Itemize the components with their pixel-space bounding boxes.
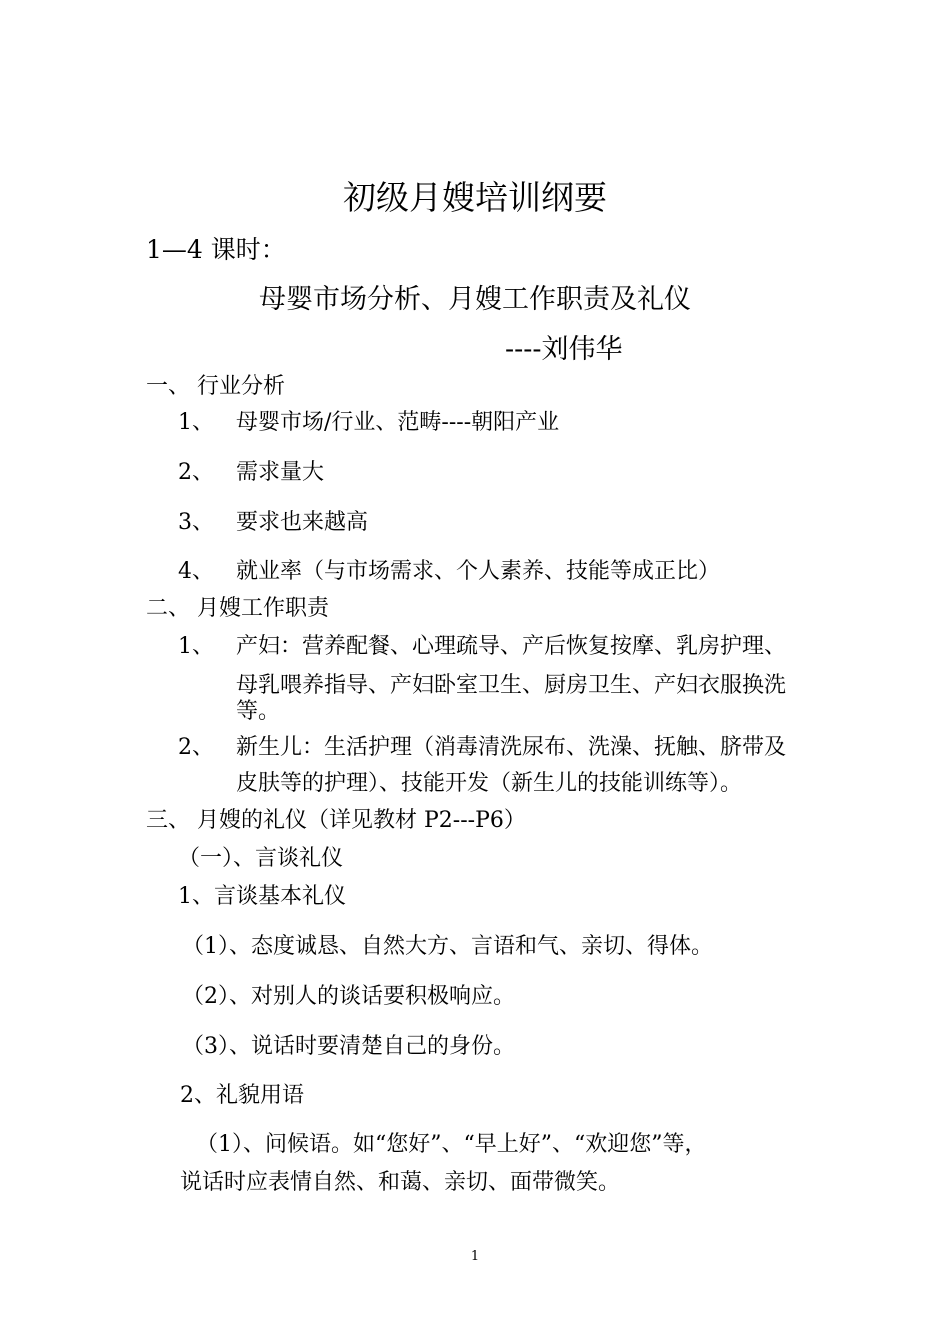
subsection-heading: 1、言谈基本礼仪 <box>178 884 346 909</box>
list-item: （3）、说话时要清楚自己的身份。 <box>182 1034 515 1059</box>
list-item-number: 4、 <box>178 559 214 584</box>
list-item-number: 3、 <box>178 510 214 535</box>
list-item: （1）、态度诚恳、自然大方、言语和气、亲切、得体。 <box>182 934 713 959</box>
document-title: 初级月嫂培训纲要 <box>343 178 607 217</box>
author-line: ----刘伟华 <box>505 334 623 365</box>
list-item: 母婴市场/行业、范畴----朝阳产业 <box>236 410 560 435</box>
document-subtitle: 母婴市场分析、月嫂工作职责及礼仪 <box>259 284 691 315</box>
list-item-line: 产妇：营养配餐、心理疏导、产后恢复按摩、乳房护理、 <box>236 634 787 659</box>
list-item-line: 皮肤等的护理）、技能开发（新生儿的技能训练等）。 <box>236 771 743 796</box>
list-item: （2）、对别人的谈话要积极响应。 <box>182 984 515 1009</box>
list-item-number: 2、 <box>178 460 214 485</box>
subsection-heading: （一）、言谈礼仪 <box>178 846 344 871</box>
section-heading-3: 三、 月嫂的礼仪（详见教材 P2---P6） <box>146 808 526 833</box>
list-item-number: 1、 <box>178 410 214 435</box>
list-item-number: 1、 <box>178 634 214 659</box>
paragraph-line: 说话时应表情自然、和蔼、亲切、面带微笑。 <box>180 1170 621 1195</box>
section-heading-2: 二、 月嫂工作职责 <box>146 596 329 621</box>
section-heading-1: 一、 行业分析 <box>146 374 285 399</box>
list-item: 就业率（与市场需求、个人素养、技能等成正比） <box>236 559 721 584</box>
list-item-line: 新生儿：生活护理（消毒清洗尿布、洗澡、抚触、脐带及 <box>236 735 787 760</box>
subsection-heading: 2、礼貌用语 <box>180 1083 304 1108</box>
page-number: 1 <box>470 1249 480 1264</box>
list-item-number: 2、 <box>178 735 214 760</box>
list-item: 需求量大 <box>236 460 325 485</box>
list-item-line: 等。 <box>236 699 281 724</box>
paragraph-line: （1）、问候语。如“您好”、“早上好”、“欢迎您”等， <box>196 1132 707 1157</box>
list-item-line: 母乳喂养指导、产妇卧室卫生、厨房卫生、产妇衣服换洗 <box>236 673 787 698</box>
session-heading: 1—4 课时： <box>146 235 286 264</box>
list-item: 要求也来越高 <box>236 510 369 535</box>
